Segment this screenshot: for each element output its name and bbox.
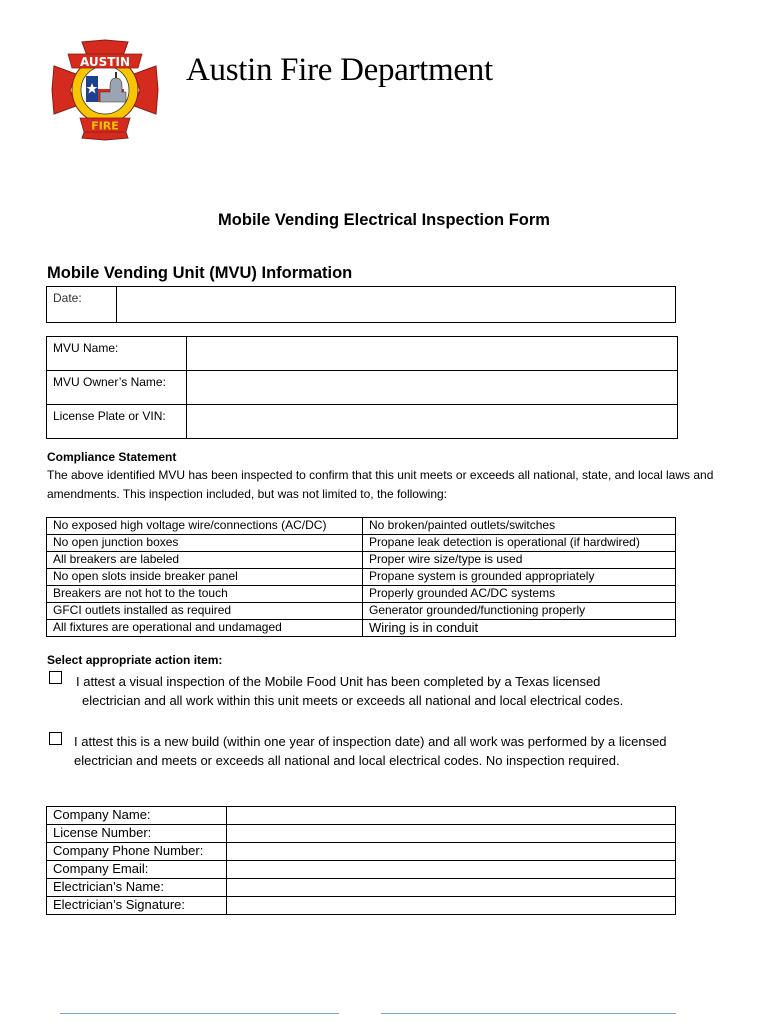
date-table [46, 286, 676, 323]
visual-inspection-checkbox[interactable] [49, 671, 62, 684]
checklist-item: No open junction boxes [47, 535, 363, 552]
checklist-item: Wiring is in conduit [363, 620, 676, 637]
logo-top-text: AUSTIN [80, 55, 130, 69]
electrician-name-field[interactable] [227, 879, 676, 897]
table-row [47, 603, 676, 620]
checklist-item: Proper wire size/type is used [363, 552, 676, 569]
mvu-name-label: MVU Name: [47, 337, 187, 371]
mvu-owner-label: MVU Owner’s Name: [47, 371, 187, 405]
table-row [47, 518, 676, 535]
checklist-item: Breakers are not hot to the touch [47, 586, 363, 603]
license-plate-label: License Plate or VIN: [47, 405, 187, 439]
table-row [47, 535, 676, 552]
austin-fire-logo [46, 36, 164, 144]
new-build-checkbox[interactable] [49, 732, 62, 745]
electrician-name-label: Electrician’s Name: [47, 879, 227, 897]
company-email-label: Company Email: [47, 861, 227, 879]
table-row [47, 552, 676, 569]
license-number-field[interactable] [227, 825, 676, 843]
electrician-signature-field[interactable] [227, 897, 676, 915]
attestation-line-1: I attest a visual inspection of the Mobile Food Unit has been completed by a Texas licensed [76, 674, 601, 689]
date-label: Date: [47, 287, 117, 323]
mvu-info-table [46, 336, 678, 439]
company-name-field[interactable] [227, 807, 676, 825]
new-build-attestation: I attest this is a new build (within one year of inspection date) and all work was performed by a licensed electrician and meets or exceeds all national and local electrical codes. No inspection required. [74, 734, 667, 768]
checklist-item: All fixtures are operational and undamaged [47, 620, 363, 637]
mvu-section-heading: Mobile Vending Unit (MVU) Information [47, 264, 353, 282]
attestation-line-rest: electrician and all work within this unit meets or exceeds all national and local electrical codes. [82, 692, 624, 708]
checklist-item: Propane leak detection is operational (if hardwired) [363, 535, 676, 552]
logo-bottom-text: FIRE [91, 119, 119, 133]
company-info-table [46, 806, 676, 915]
checklist-item: All breakers are labeled [47, 552, 363, 569]
table-row [47, 620, 676, 637]
mvu-owner-field[interactable] [187, 371, 678, 405]
signature-line-left [60, 1013, 339, 1014]
license-plate-field[interactable] [187, 405, 678, 439]
form-title: Mobile Vending Electrical Inspection Form [218, 211, 550, 229]
table-row [47, 586, 676, 603]
mvu-name-field[interactable] [187, 337, 678, 371]
checklist-item: Generator grounded/functioning properly [363, 603, 676, 620]
company-phone-label: Company Phone Number: [47, 843, 227, 861]
electrician-signature-label: Electrician’s Signature: [47, 897, 227, 915]
signature-line-right [381, 1013, 676, 1014]
table-row [47, 569, 676, 586]
checklist-item: No open slots inside breaker panel [47, 569, 363, 586]
inspection-checklist-table [46, 517, 676, 637]
compliance-statement: The above identified MVU has been inspected to confirm that this unit meets or exceeds all national, state, and local laws and amendments. This inspection included, but was not limited to, the following: [47, 468, 714, 501]
company-name-label: Company Name: [47, 807, 227, 825]
department-name: Austin Fire Department [186, 52, 493, 88]
company-phone-field[interactable] [227, 843, 676, 861]
checklist-item: Properly grounded AC/DC systems [363, 586, 676, 603]
checklist-item: GFCI outlets installed as required [47, 603, 363, 620]
checklist-item: No exposed high voltage wire/connections (AC/DC) [47, 518, 363, 535]
license-number-label: License Number: [47, 825, 227, 843]
checklist-item: Propane system is grounded appropriately [363, 569, 676, 586]
date-field[interactable] [117, 287, 676, 323]
action-heading: Select appropriate action item: [47, 653, 223, 667]
compliance-heading: Compliance Statement [47, 450, 177, 464]
visual-inspection-attestation [76, 673, 676, 710]
checklist-item: No broken/painted outlets/switches [363, 518, 676, 535]
company-email-field[interactable] [227, 861, 676, 879]
